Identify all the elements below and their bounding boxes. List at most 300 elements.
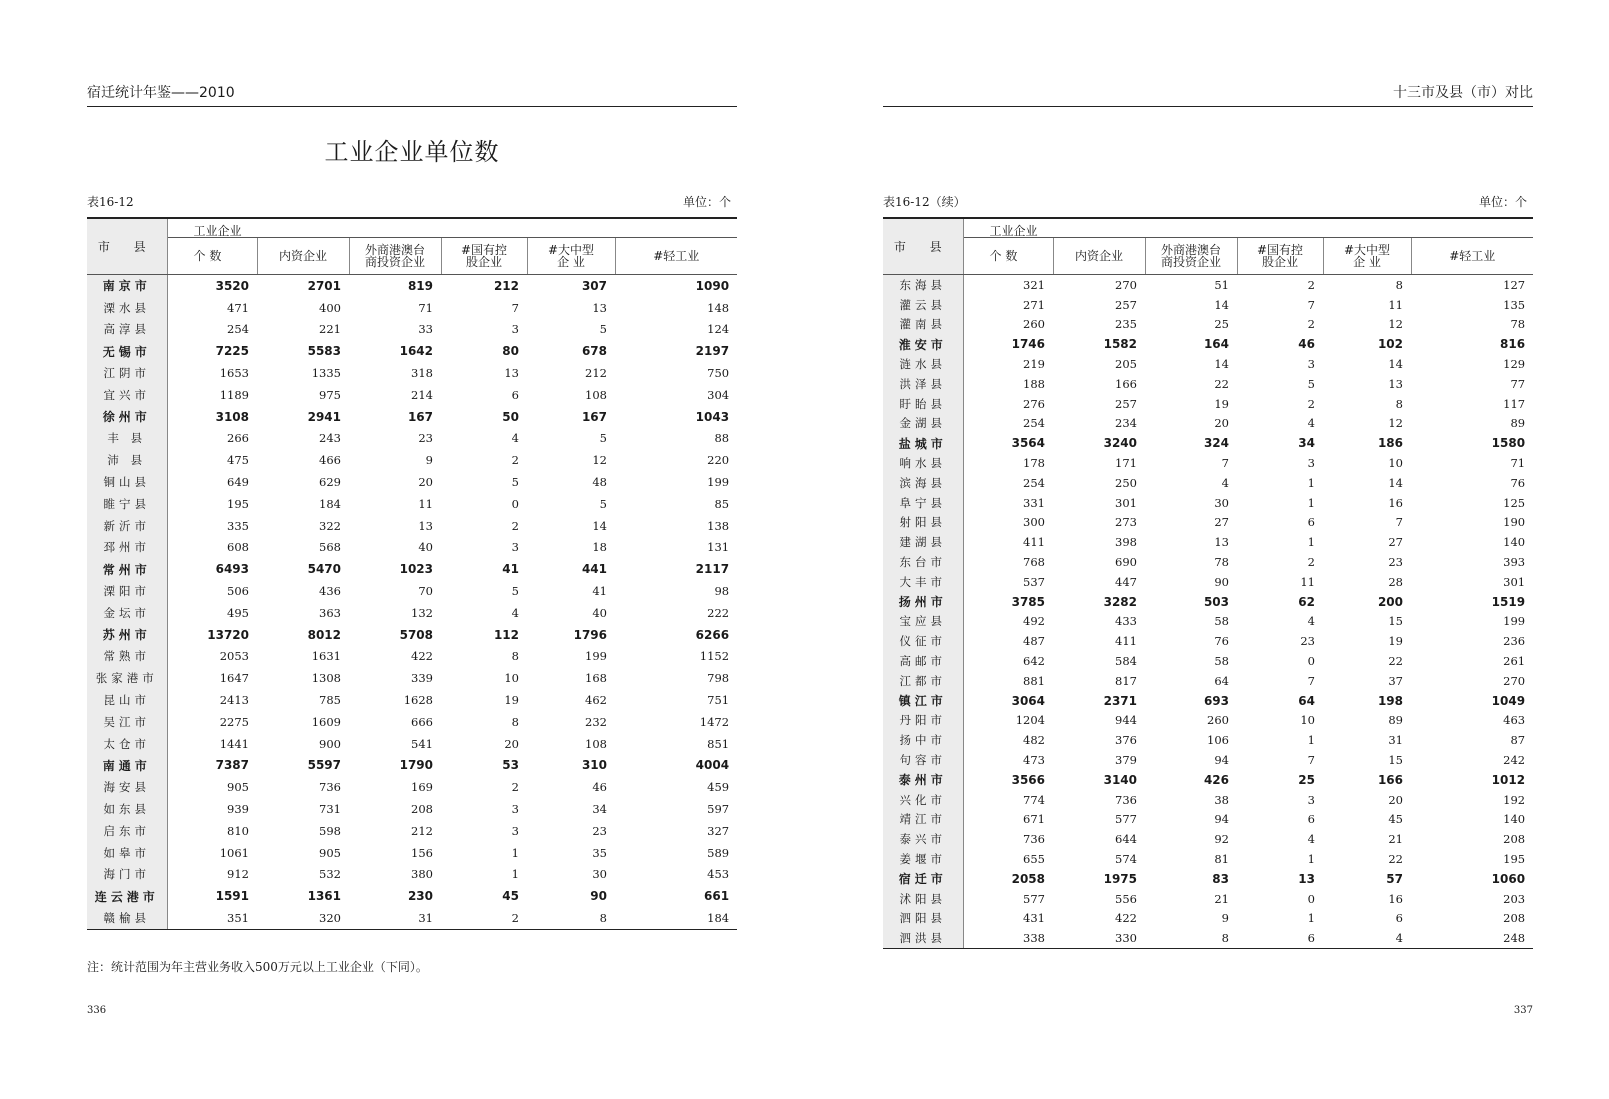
cell-foreign: 31 <box>349 907 441 929</box>
table-row <box>883 671 1533 691</box>
cell-total: 254 <box>1023 475 1045 490</box>
cell-large: 21 <box>1388 832 1403 847</box>
column-header-city: 市 县 <box>883 218 963 275</box>
row-city-name: 涟水县 <box>883 354 963 374</box>
footnote: 注：统计范围为年主营业务收入500万元以上工业企业（下同）。 <box>87 960 428 974</box>
cell-state: 10 <box>504 671 519 686</box>
cell-large: 108 <box>585 736 607 751</box>
cell-light: 140 <box>1503 812 1526 827</box>
cell-state: 50 <box>502 409 519 424</box>
cell-foreign: 64 <box>1214 673 1229 688</box>
cell-state: 7 <box>1307 673 1315 688</box>
column-header-foreign <box>349 238 441 275</box>
row-city-name: 宜兴市 <box>87 384 167 406</box>
table-row <box>883 532 1533 552</box>
cell-foreign: 5708 <box>399 627 433 642</box>
cell-state: 34 <box>1298 436 1315 451</box>
cell-foreign: 76 <box>1214 634 1229 649</box>
cell-light: 89 <box>1510 416 1526 431</box>
table-row <box>87 798 737 820</box>
cell-domestic: 250 <box>1115 475 1137 490</box>
cell-large: 11 <box>1388 297 1403 312</box>
cell-domestic: 330 <box>1053 928 1145 948</box>
cell-domestic: 221 <box>319 322 341 337</box>
cell-total: 254 <box>227 322 249 337</box>
header-line: 企 业 <box>557 255 585 269</box>
cell-light: 131 <box>707 540 730 555</box>
cell-large: 167 <box>581 409 607 424</box>
cell-large: 15 <box>1388 753 1403 768</box>
cell-light: 71 <box>1510 456 1526 471</box>
header-line: 股企业 <box>465 255 502 269</box>
cell-foreign: 25 <box>1214 317 1229 332</box>
row-city-name: 无锡市 <box>87 340 167 362</box>
cell-foreign: 38 <box>1214 792 1229 807</box>
table-row <box>883 295 1533 315</box>
cell-light: 751 <box>707 693 730 708</box>
cell-large: 13 <box>1388 376 1403 391</box>
cell-total: 506 <box>227 584 249 599</box>
cell-state: 1 <box>1307 733 1315 748</box>
cell-state: 4 <box>1307 614 1315 629</box>
row-city-name: 扬中市 <box>883 730 963 750</box>
table-row <box>87 711 737 733</box>
row-city-name: 如皋市 <box>87 842 167 864</box>
cell-state: 53 <box>502 758 519 773</box>
row-city-name: 东海县 <box>883 275 963 295</box>
row-city-name: 东台市 <box>883 552 963 572</box>
cell-large: 1796 <box>573 627 607 642</box>
cell-state: 6 <box>1307 812 1315 827</box>
row-city-name: 徐州市 <box>87 406 167 428</box>
cell-total: 642 <box>1023 654 1045 669</box>
cell-light: 78 <box>1510 317 1526 332</box>
cell-domestic: 1308 <box>311 671 341 686</box>
cell-total: 475 <box>227 453 249 468</box>
table-row <box>87 515 737 537</box>
header-line: #大中型 <box>547 243 595 257</box>
cell-domestic: 5597 <box>307 758 341 773</box>
table-row <box>87 755 737 777</box>
row-city-name: 泗洪县 <box>883 928 963 948</box>
cell-domestic: 422 <box>1115 911 1137 926</box>
cell-large: 45 <box>1388 812 1403 827</box>
cell-state: 212 <box>493 278 519 293</box>
cell-foreign: 11 <box>418 496 433 511</box>
cell-foreign: 51 <box>1214 277 1229 292</box>
table-row <box>883 433 1533 453</box>
row-city-name: 张家港市 <box>87 667 167 689</box>
cell-foreign: 164 <box>1203 337 1229 352</box>
cell-total: 537 <box>1023 574 1045 589</box>
cell-state: 5 <box>1307 376 1315 391</box>
table-row <box>883 354 1533 374</box>
cell-foreign: 14 <box>1214 357 1229 372</box>
cell-large: 28 <box>1388 574 1403 589</box>
cell-foreign: 9 <box>1221 911 1229 926</box>
table-row <box>883 810 1533 830</box>
column-header-domestic: 内资企业 <box>1053 238 1145 275</box>
cell-domestic: 5470 <box>307 562 341 577</box>
cell-domestic: 736 <box>319 780 341 795</box>
cell-total: 335 <box>227 518 249 533</box>
cell-total: 2413 <box>219 693 249 708</box>
cell-foreign: 324 <box>1203 436 1229 451</box>
cell-foreign: 156 <box>411 845 433 860</box>
cell-foreign: 1628 <box>403 693 433 708</box>
cell-large: 6 <box>1395 911 1403 926</box>
table-row <box>87 842 737 864</box>
table-row <box>883 691 1533 711</box>
cell-foreign: 422 <box>411 649 433 664</box>
table-row <box>883 334 1533 354</box>
cell-total: 7387 <box>215 758 249 773</box>
row-city-name: 连云港市 <box>87 885 167 907</box>
cell-large: 23 <box>592 823 607 838</box>
cell-large: 14 <box>1388 357 1403 372</box>
cell-domestic: 322 <box>319 518 341 533</box>
cell-domestic: 411 <box>1115 634 1137 649</box>
cell-foreign: 212 <box>411 823 433 838</box>
row-city-name: 高淳县 <box>87 319 167 341</box>
cell-foreign: 83 <box>1212 871 1229 886</box>
cell-foreign: 1023 <box>399 562 433 577</box>
left-page <box>87 0 737 1099</box>
cell-state: 1 <box>1307 495 1315 510</box>
cell-light: 77 <box>1510 376 1526 391</box>
cell-domestic: 379 <box>1115 753 1137 768</box>
cell-total: 6493 <box>215 562 249 577</box>
cell-state: 13 <box>1298 871 1315 886</box>
cell-light: 148 <box>707 300 730 315</box>
cell-large: 462 <box>585 693 607 708</box>
cell-state: 41 <box>502 562 519 577</box>
row-city-name: 丹阳市 <box>883 711 963 731</box>
cell-domestic: 3282 <box>1103 594 1137 609</box>
table-row <box>87 384 737 406</box>
cell-state: 62 <box>1298 594 1315 609</box>
table-row <box>883 453 1533 473</box>
cell-state: 11 <box>1300 574 1315 589</box>
row-city-name: 响水县 <box>883 453 963 473</box>
table-row <box>883 315 1533 335</box>
cell-large: 27 <box>1388 535 1403 550</box>
table-row <box>883 909 1533 929</box>
cell-foreign: 426 <box>1203 772 1229 787</box>
cell-total: 492 <box>1023 614 1045 629</box>
cell-foreign: 169 <box>411 780 433 795</box>
cell-total: 881 <box>1023 673 1045 688</box>
cell-light: 851 <box>707 736 730 751</box>
cell-foreign: 4 <box>1221 475 1229 490</box>
cell-large: 8 <box>527 907 615 929</box>
row-city-name: 阜宁县 <box>883 493 963 513</box>
cell-foreign: 503 <box>1203 594 1229 609</box>
cell-domestic: 577 <box>1115 812 1137 827</box>
cell-total: 2058 <box>1011 871 1045 886</box>
table-row <box>883 414 1533 434</box>
cell-total: 431 <box>1023 911 1045 926</box>
cell-total: 254 <box>1023 416 1045 431</box>
header-line: #国有控 <box>460 243 508 257</box>
cell-large: 168 <box>585 671 607 686</box>
cell-state: 112 <box>493 627 519 642</box>
cell-light: 453 <box>707 867 730 882</box>
table-row <box>883 374 1533 394</box>
table-row <box>883 513 1533 533</box>
row-city-name: 海门市 <box>87 864 167 886</box>
table-row <box>87 733 737 755</box>
cell-total: 7225 <box>215 344 249 359</box>
cell-large: 15 <box>1388 614 1403 629</box>
cell-large: 199 <box>585 649 607 664</box>
cell-state: 3 <box>511 540 519 555</box>
cell-total: 905 <box>227 780 249 795</box>
row-city-name: 太仓市 <box>87 733 167 755</box>
cell-large: 19 <box>1388 634 1403 649</box>
cell-large: 166 <box>1377 772 1403 787</box>
cell-domestic: 905 <box>319 845 341 860</box>
row-city-name: 沭阳县 <box>883 889 963 909</box>
row-city-name: 高邮市 <box>883 651 963 671</box>
cell-domestic: 629 <box>319 475 341 490</box>
table-row <box>883 928 1533 948</box>
table-row <box>883 275 1533 295</box>
column-header-light: #轻工业 <box>615 238 737 275</box>
cell-foreign: 81 <box>1214 852 1229 866</box>
row-city-name: 邳州市 <box>87 537 167 559</box>
table-row <box>883 631 1533 651</box>
cell-foreign: 132 <box>411 605 433 620</box>
cell-light: 393 <box>1503 555 1526 570</box>
cell-domestic: 398 <box>1115 535 1137 550</box>
cell-large: 307 <box>581 278 607 293</box>
row-city-name: 泰州市 <box>883 770 963 790</box>
table-row <box>883 849 1533 869</box>
cell-total: 3108 <box>215 409 249 424</box>
row-city-name: 海安县 <box>87 776 167 798</box>
table-row <box>883 552 1533 572</box>
cell-state: 3 <box>1307 357 1315 372</box>
cell-total: 195 <box>227 496 249 511</box>
cell-light: 208 <box>1503 832 1526 847</box>
cell-foreign: 380 <box>411 867 433 882</box>
cell-domestic: 166 <box>1115 376 1137 391</box>
cell-domestic: 2371 <box>1103 693 1137 708</box>
cell-state: 3 <box>511 322 519 337</box>
cell-foreign: 78 <box>1214 555 1229 570</box>
cell-foreign: 693 <box>1203 693 1229 708</box>
cell-total: 1441 <box>219 736 249 751</box>
cell-foreign: 92 <box>1214 832 1229 847</box>
cell-domestic: 8012 <box>307 627 341 642</box>
cell-domestic: 736 <box>1115 792 1137 807</box>
cell-light: 87 <box>1510 733 1526 748</box>
cell-state: 1 <box>1307 911 1315 926</box>
cell-total: 736 <box>1023 832 1045 847</box>
cell-state: 3 <box>1307 792 1315 807</box>
row-city-name: 滨海县 <box>883 473 963 493</box>
row-city-name: 泰兴市 <box>883 829 963 849</box>
cell-light: 140 <box>1503 535 1526 550</box>
table-row <box>87 428 737 450</box>
cell-large: 8 <box>1395 277 1403 292</box>
right-page <box>883 0 1533 1099</box>
cell-total: 1647 <box>219 671 249 686</box>
cell-large: 4 <box>1323 928 1411 948</box>
table-row <box>87 667 737 689</box>
cell-total: 351 <box>167 907 257 929</box>
table-row <box>883 572 1533 592</box>
table-row <box>87 646 737 668</box>
row-city-name: 靖江市 <box>883 810 963 830</box>
cell-domestic: 205 <box>1115 357 1137 372</box>
table-row <box>87 776 737 798</box>
cell-light: 597 <box>707 802 730 817</box>
cell-light: 184 <box>615 907 737 929</box>
table-row <box>87 864 737 886</box>
cell-domestic: 5583 <box>307 344 341 359</box>
cell-domestic: 1361 <box>307 889 341 904</box>
row-city-name: 沛 县 <box>87 449 167 471</box>
unit-label: 单位：个 <box>1478 195 1527 209</box>
cell-state: 8 <box>511 649 519 664</box>
cell-large: 30 <box>592 867 607 882</box>
cell-foreign: 7 <box>1221 456 1229 471</box>
cell-total: 276 <box>1023 396 1045 411</box>
cell-foreign: 1642 <box>399 344 433 359</box>
cell-domestic: 568 <box>319 540 341 555</box>
row-city-name: 溧水县 <box>87 297 167 319</box>
cell-total: 331 <box>1023 495 1045 510</box>
cell-state: 0 <box>511 496 519 511</box>
cell-foreign: 8 <box>1145 928 1237 948</box>
table-row <box>883 869 1533 889</box>
cell-state: 2 <box>1307 317 1315 332</box>
cell-light: 248 <box>1411 928 1533 948</box>
cell-large: 102 <box>1377 337 1403 352</box>
cell-light: 2117 <box>695 562 730 577</box>
cell-domestic: 975 <box>319 387 341 402</box>
cell-total: 577 <box>1023 891 1045 906</box>
cell-light: 85 <box>714 496 730 511</box>
cell-large: 37 <box>1388 673 1403 688</box>
cell-domestic: 944 <box>1115 713 1137 728</box>
cell-total: 2275 <box>219 714 249 729</box>
table-row <box>883 889 1533 909</box>
cell-foreign: 9 <box>425 453 433 468</box>
row-city-name: 苏州市 <box>87 624 167 646</box>
cell-state: 80 <box>502 344 519 359</box>
cell-light: 88 <box>714 431 730 446</box>
cell-light: 1060 <box>1491 871 1526 886</box>
cell-domestic: 184 <box>319 496 341 511</box>
cell-domestic: 235 <box>1115 317 1137 332</box>
cell-domestic: 785 <box>319 693 341 708</box>
cell-total: 266 <box>227 431 249 446</box>
cell-large: 5 <box>599 496 607 511</box>
column-header-total-line2: 个 数 <box>193 249 222 263</box>
cell-state: 2 <box>1307 396 1315 411</box>
cell-large: 31 <box>1388 733 1403 748</box>
cell-light: 236 <box>1503 634 1526 649</box>
cell-total: 188 <box>1023 376 1045 391</box>
column-header-state <box>441 238 527 275</box>
cell-total: 1746 <box>1011 337 1045 352</box>
cell-total: 1204 <box>1015 713 1045 728</box>
cell-total: 912 <box>227 867 249 882</box>
cell-light: 190 <box>1503 515 1526 530</box>
cell-foreign: 541 <box>411 736 433 751</box>
table-row <box>87 602 737 624</box>
cell-total: 3064 <box>1011 693 1045 708</box>
cell-large: 678 <box>581 344 607 359</box>
cell-large: 89 <box>1388 713 1403 728</box>
cell-state: 23 <box>1300 634 1315 649</box>
cell-domestic: 1335 <box>311 366 341 381</box>
cell-foreign: 58 <box>1214 614 1229 629</box>
column-header-total-line2: 个 数 <box>989 249 1018 263</box>
cell-total: 608 <box>227 540 249 555</box>
cell-state: 64 <box>1298 693 1315 708</box>
header-line: 股企业 <box>1261 255 1298 269</box>
cell-state: 10 <box>1300 713 1315 728</box>
cell-domestic: 436 <box>319 584 341 599</box>
cell-light: 98 <box>714 584 730 599</box>
cell-domestic: 1582 <box>1103 337 1137 352</box>
cell-light: 1043 <box>695 409 730 424</box>
cell-domestic: 234 <box>1115 416 1137 431</box>
row-city-name: 南通市 <box>87 755 167 777</box>
table-row <box>883 651 1533 671</box>
row-city-name: 句容市 <box>883 750 963 770</box>
cell-large: 186 <box>1377 436 1403 451</box>
row-city-name: 灌云县 <box>883 295 963 315</box>
cell-light: 199 <box>1503 614 1526 629</box>
cell-state: 1 <box>511 845 519 860</box>
cell-domestic: 320 <box>257 907 349 929</box>
cell-foreign: 13 <box>418 518 433 533</box>
cell-light: 463 <box>1503 713 1526 728</box>
cell-large: 108 <box>585 387 607 402</box>
cell-domestic: 2701 <box>307 278 341 293</box>
header-line: 商投资企业 <box>364 255 425 269</box>
cell-foreign: 230 <box>407 889 433 904</box>
header-line: 企 业 <box>1353 255 1381 269</box>
cell-large: 23 <box>1388 555 1403 570</box>
cell-total: 487 <box>1023 634 1045 649</box>
cell-large: 12 <box>1388 317 1403 332</box>
table-row <box>87 689 737 711</box>
cell-domestic: 257 <box>1115 396 1137 411</box>
row-city-name: 盐城市 <box>883 433 963 453</box>
row-city-name: 新沂市 <box>87 515 167 537</box>
page-number: 337 <box>1513 1005 1533 1016</box>
cell-large: 5 <box>599 431 607 446</box>
cell-domestic: 1609 <box>311 714 341 729</box>
table-row <box>883 770 1533 790</box>
cell-large: 8 <box>1395 396 1403 411</box>
cell-light: 203 <box>1503 891 1526 906</box>
cell-total: 810 <box>227 823 249 838</box>
cell-light: 270 <box>1503 673 1526 688</box>
cell-state: 2 <box>511 780 519 795</box>
cell-foreign: 21 <box>1214 891 1229 906</box>
cell-light: 1090 <box>695 278 730 293</box>
cell-large: 41 <box>592 584 607 599</box>
cell-light: 135 <box>1503 297 1526 312</box>
cell-light: 1012 <box>1491 772 1526 787</box>
